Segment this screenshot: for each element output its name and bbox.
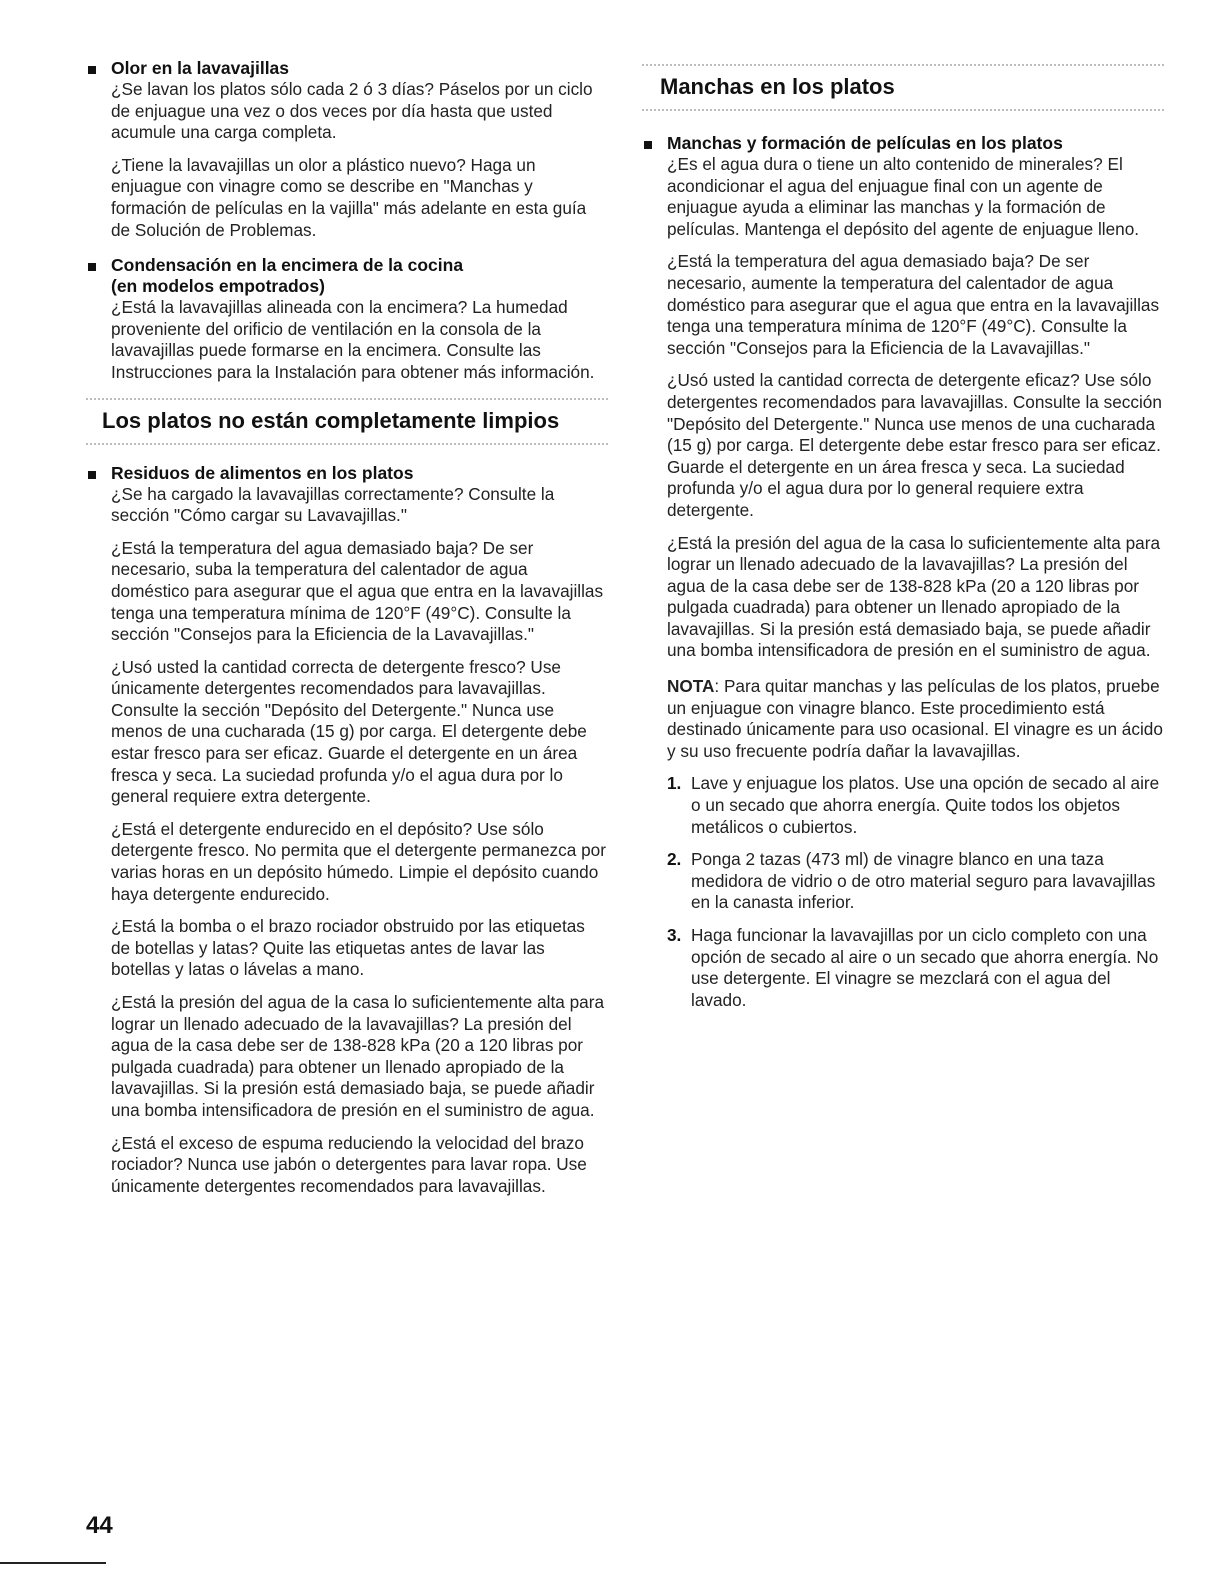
odor-item xyxy=(86,58,608,241)
step-text: Lave y enjuague los platos. Use una opción de secado al aire o un secado que ahorra energía. Quite todos los objetos metálicos o cubiertos. xyxy=(691,773,1160,837)
spots-title: Manchas y formación de películas en los platos xyxy=(667,133,1063,153)
footer-rule xyxy=(0,1562,106,1564)
condensation-item xyxy=(86,255,608,383)
section-header-spots xyxy=(642,64,1164,111)
left-column xyxy=(86,58,608,1211)
residue-title: Residuos de alimentos en los platos xyxy=(111,462,414,483)
step-number: 1. xyxy=(667,773,682,794)
note-label: NOTA xyxy=(667,676,715,697)
residue-paragraph: ¿Está el exceso de espuma reduciendo la velocidad del brazo rociador? Nunca use jabón o detergentes para lavar ropa. Use únicamente detergentes recomendados para lavavajillas. xyxy=(111,1132,587,1196)
section-title-spots: Manchas en los platos xyxy=(660,74,895,99)
bullet-icon xyxy=(88,263,96,271)
condensation-paragraph: ¿Está la lavavajillas alineada con la encimera? La humedad proveniente del orificio de ventilación en la consola de la lavavajillas puede formarse en la encimera. Consulte las Instrucciones para la Instalación para obtener más información. xyxy=(111,297,595,382)
section-title-not-clean: Los platos no están completamente limpios xyxy=(102,407,560,433)
step-number: 2. xyxy=(667,849,682,870)
residue-paragraph: ¿Está la presión del agua de la casa lo suficientemente alta para lograr un llenado adecuado de la lavavajillas? La presión del agua de la casa debe ser de 138-828 kPa (20 a 120 libras por pulgada cuadrada) para obtener un llenado apropiado de la lavavajillas. Si la presión está demasiado baja, se puede añadir una bomba intensificadora de presión en el suministro de agua. xyxy=(111,992,605,1120)
step-item xyxy=(667,773,1164,838)
spots-paragraph: ¿Usó usted la cantidad correcta de detergente eficaz? Use sólo detergentes recomendados para lavavajillas. Consulte la sección "Depósito del Detergente." Nunca use menos de una cucharada (15 g) por carga. El detergente debe estar fresco para ser eficaz. Guarde el detergente en un área fresca y seca. La suciedad profunda y/o el agua dura por lo general requiere extra detergente. xyxy=(667,370,1162,520)
residue-paragraph: ¿Está la bomba o el brazo rociador obstruido por las etiquetas de botellas y latas? Quite las etiquetas antes de lavar las botellas y latas o lávelas a mano. xyxy=(111,916,585,980)
note-text: : Para quitar manchas y las películas de los platos, pruebe un enjuague con vinagre blanco. Este procedimiento está destinado únicamente para uso ocasional. El vinagre es un ácido y su uso frecuente podría dañar la lavavajillas. xyxy=(667,676,1163,761)
step-text: Haga funcionar la lavavajillas por un ciclo completo con una opción de secado al aire o un secado que ahorra energía. No use detergente. El vinagre se mezclará con el agua del lavado. xyxy=(691,925,1159,1010)
step-item xyxy=(667,849,1164,914)
odor-paragraph-2: ¿Tiene la lavavajillas un olor a plástico nuevo? Haga un enjuague con vinagre como se describe en "Manchas y formación de películas en la vajilla" más adelante en esta guía de Solución de Problemas. xyxy=(111,154,587,240)
residue-paragraph: ¿Usó usted la cantidad correcta de detergente fresco? Use únicamente detergentes recomendados para lavavajillas. Consulte la sección "Depósito del Detergente." Nunca use menos de una cucharada (15 g) por carga. El detergente debe estar fresco para ser eficaz. Guarde el detergente en un área fresca y seca. La suciedad profunda y/o el agua dura por lo general requiere extra detergente. xyxy=(111,656,587,807)
spots-paragraph: ¿Está la temperatura del agua demasiado baja? De ser necesario, aumente la temperatura del calentador de agua doméstico para asegurar que el agua que entra en la lavavajillas tenga una temperatura mínima de 120°F (49°C). Consulte la sección "Consejos para la Eficiencia de la Lavavajillas." xyxy=(667,251,1160,358)
residue-paragraph: ¿Está el detergente endurecido en el depósito? Use sólo detergente fresco. No permita que el detergente permanezca por varias horas en un depósito húmedo. Limpie el depósito cuando haya detergente endurecido. xyxy=(111,818,606,904)
spots-item xyxy=(642,133,1164,662)
condensation-title: Condensación en la encimera de la cocina (en modelos empotrados) xyxy=(111,255,464,297)
bullet-icon xyxy=(88,66,96,74)
vinegar-steps-list xyxy=(667,773,1164,1011)
right-column xyxy=(642,58,1164,1022)
note-paragraph xyxy=(667,676,1164,762)
step-number: 3. xyxy=(667,925,682,945)
odor-paragraph-1: ¿Se lavan los platos sólo cada 2 ó 3 días? Páselos por un ciclo de enjuague una vez o dos veces por día hasta que usted acumule una carga completa. xyxy=(111,79,593,143)
residue-paragraph: ¿Está la temperatura del agua demasiado baja? De ser necesario, suba la temperatura del calentador de agua doméstico para asegurar que el agua que entra en la lavavajillas tenga una temperatura mínima de 120°F (49°C). Consulte la sección "Consejos para la Eficiencia de la Lavavajillas." xyxy=(111,537,604,645)
spots-paragraph: ¿Está la presión del agua de la casa lo suficientemente alta para lograr un llenado adecuado de la lavavajillas? La presión del agua de la casa debe ser de 138-828 kPa (20 a 120 libras por pulgada cuadrada) para obtener un llenado apropiado de la lavavajillas. Si la presión está demasiado baja, se puede añadir una bomba intensificadora de presión en el suministro de agua. xyxy=(667,532,1161,661)
bullet-icon xyxy=(644,141,652,149)
odor-title: Olor en la lavavajillas xyxy=(111,58,290,78)
residue-item xyxy=(86,463,608,1198)
residue-paragraph: ¿Se ha cargado la lavavajillas correctamente? Consulte la sección "Cómo cargar su Lavavajillas." xyxy=(111,483,555,526)
step-item xyxy=(667,925,1164,1011)
step-text: Ponga 2 tazas (473 ml) de vinagre blanco en una taza medidora de vidrio o de otro material seguro para lavavajillas en la canasta inferior. xyxy=(691,849,1156,913)
section-header-not-clean xyxy=(86,398,608,445)
spots-paragraph: ¿Es el agua dura o tiene un alto contenido de minerales? El acondicionar el agua del enjuague final con un agente de enjuague ayuda a eliminar las manchas y la formación de películas. Mantenga el depósito del agente de enjuague lleno. xyxy=(667,154,1140,239)
page-number: 44 xyxy=(86,1512,113,1539)
bullet-icon xyxy=(88,471,96,479)
